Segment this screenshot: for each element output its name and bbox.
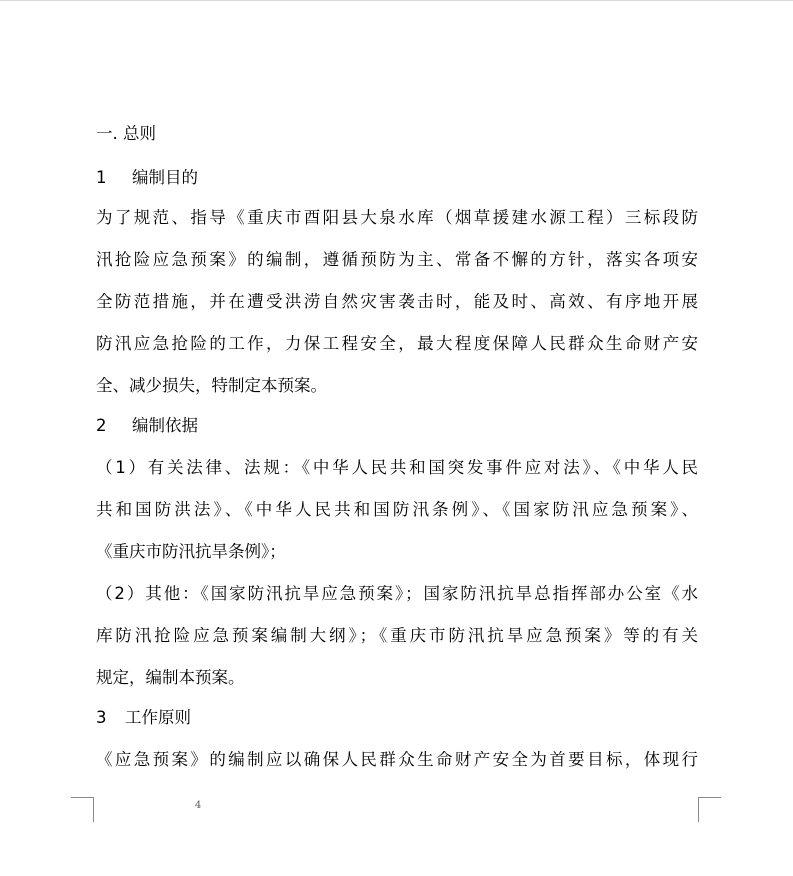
paragraph-line: 为了规范、指导《重庆市酉阳县大泉水库（烟草援建水源工程）三标段防 bbox=[96, 208, 698, 227]
paragraph-line: 库防汛抢险应急预案编制大纲》；《重庆市防汛抗旱应急预案》等的有关 bbox=[96, 626, 698, 645]
margin-corner-mark-left bbox=[71, 797, 94, 822]
paragraph-line: 防汛应急抢险的工作，力保工程安全，最大程度保障人民群众生命财产安 bbox=[96, 334, 698, 353]
paragraph-line: （2）其他：《国家防汛抗旱应急预案》；国家防汛抗旱总指挥部办公室《水 bbox=[96, 584, 698, 603]
paragraph-line: 全、减少损失，特制定本预案。 bbox=[96, 376, 327, 395]
section-number: 2 bbox=[96, 416, 107, 435]
paragraph-line: （1）有关法律、法规：《中华人民共和国突发事件应对法》、《中华人民 bbox=[96, 458, 698, 477]
margin-corner-mark-right bbox=[698, 797, 721, 822]
section-title: 工作原则 bbox=[125, 708, 191, 727]
chapter-heading: 一. 总则 bbox=[96, 124, 156, 143]
section-title: 编制依据 bbox=[132, 416, 198, 435]
section-heading-2 bbox=[96, 416, 698, 436]
paragraph-line: 全防范措施，并在遭受洪涝自然灾害袭击时，能及时、高效、有序地开展 bbox=[96, 292, 698, 311]
section-number: 3 bbox=[96, 708, 107, 727]
paragraph-line: 规定，编制本预案。 bbox=[96, 668, 245, 687]
paragraph-line: 汛抢险应急预案》的编制，遵循预防为主、常备不懈的方针，落实各项安 bbox=[96, 250, 698, 269]
section-heading-3 bbox=[96, 708, 698, 728]
page-number: 4 bbox=[194, 800, 202, 811]
paragraph-line: 共和国防洪法》、《中华人民共和国防汛条例》、《国家防汛应急预案》、 bbox=[96, 500, 698, 519]
section-heading-1 bbox=[96, 168, 698, 188]
section-title: 编制目的 bbox=[132, 168, 198, 187]
section-number: 1 bbox=[96, 168, 107, 187]
paragraph-line: 《应急预案》的编制应以确保人民群众生命财产安全为首要目标，体现行 bbox=[96, 750, 698, 769]
paragraph-line: 《重庆市防汛抗旱条例》； bbox=[96, 542, 286, 561]
